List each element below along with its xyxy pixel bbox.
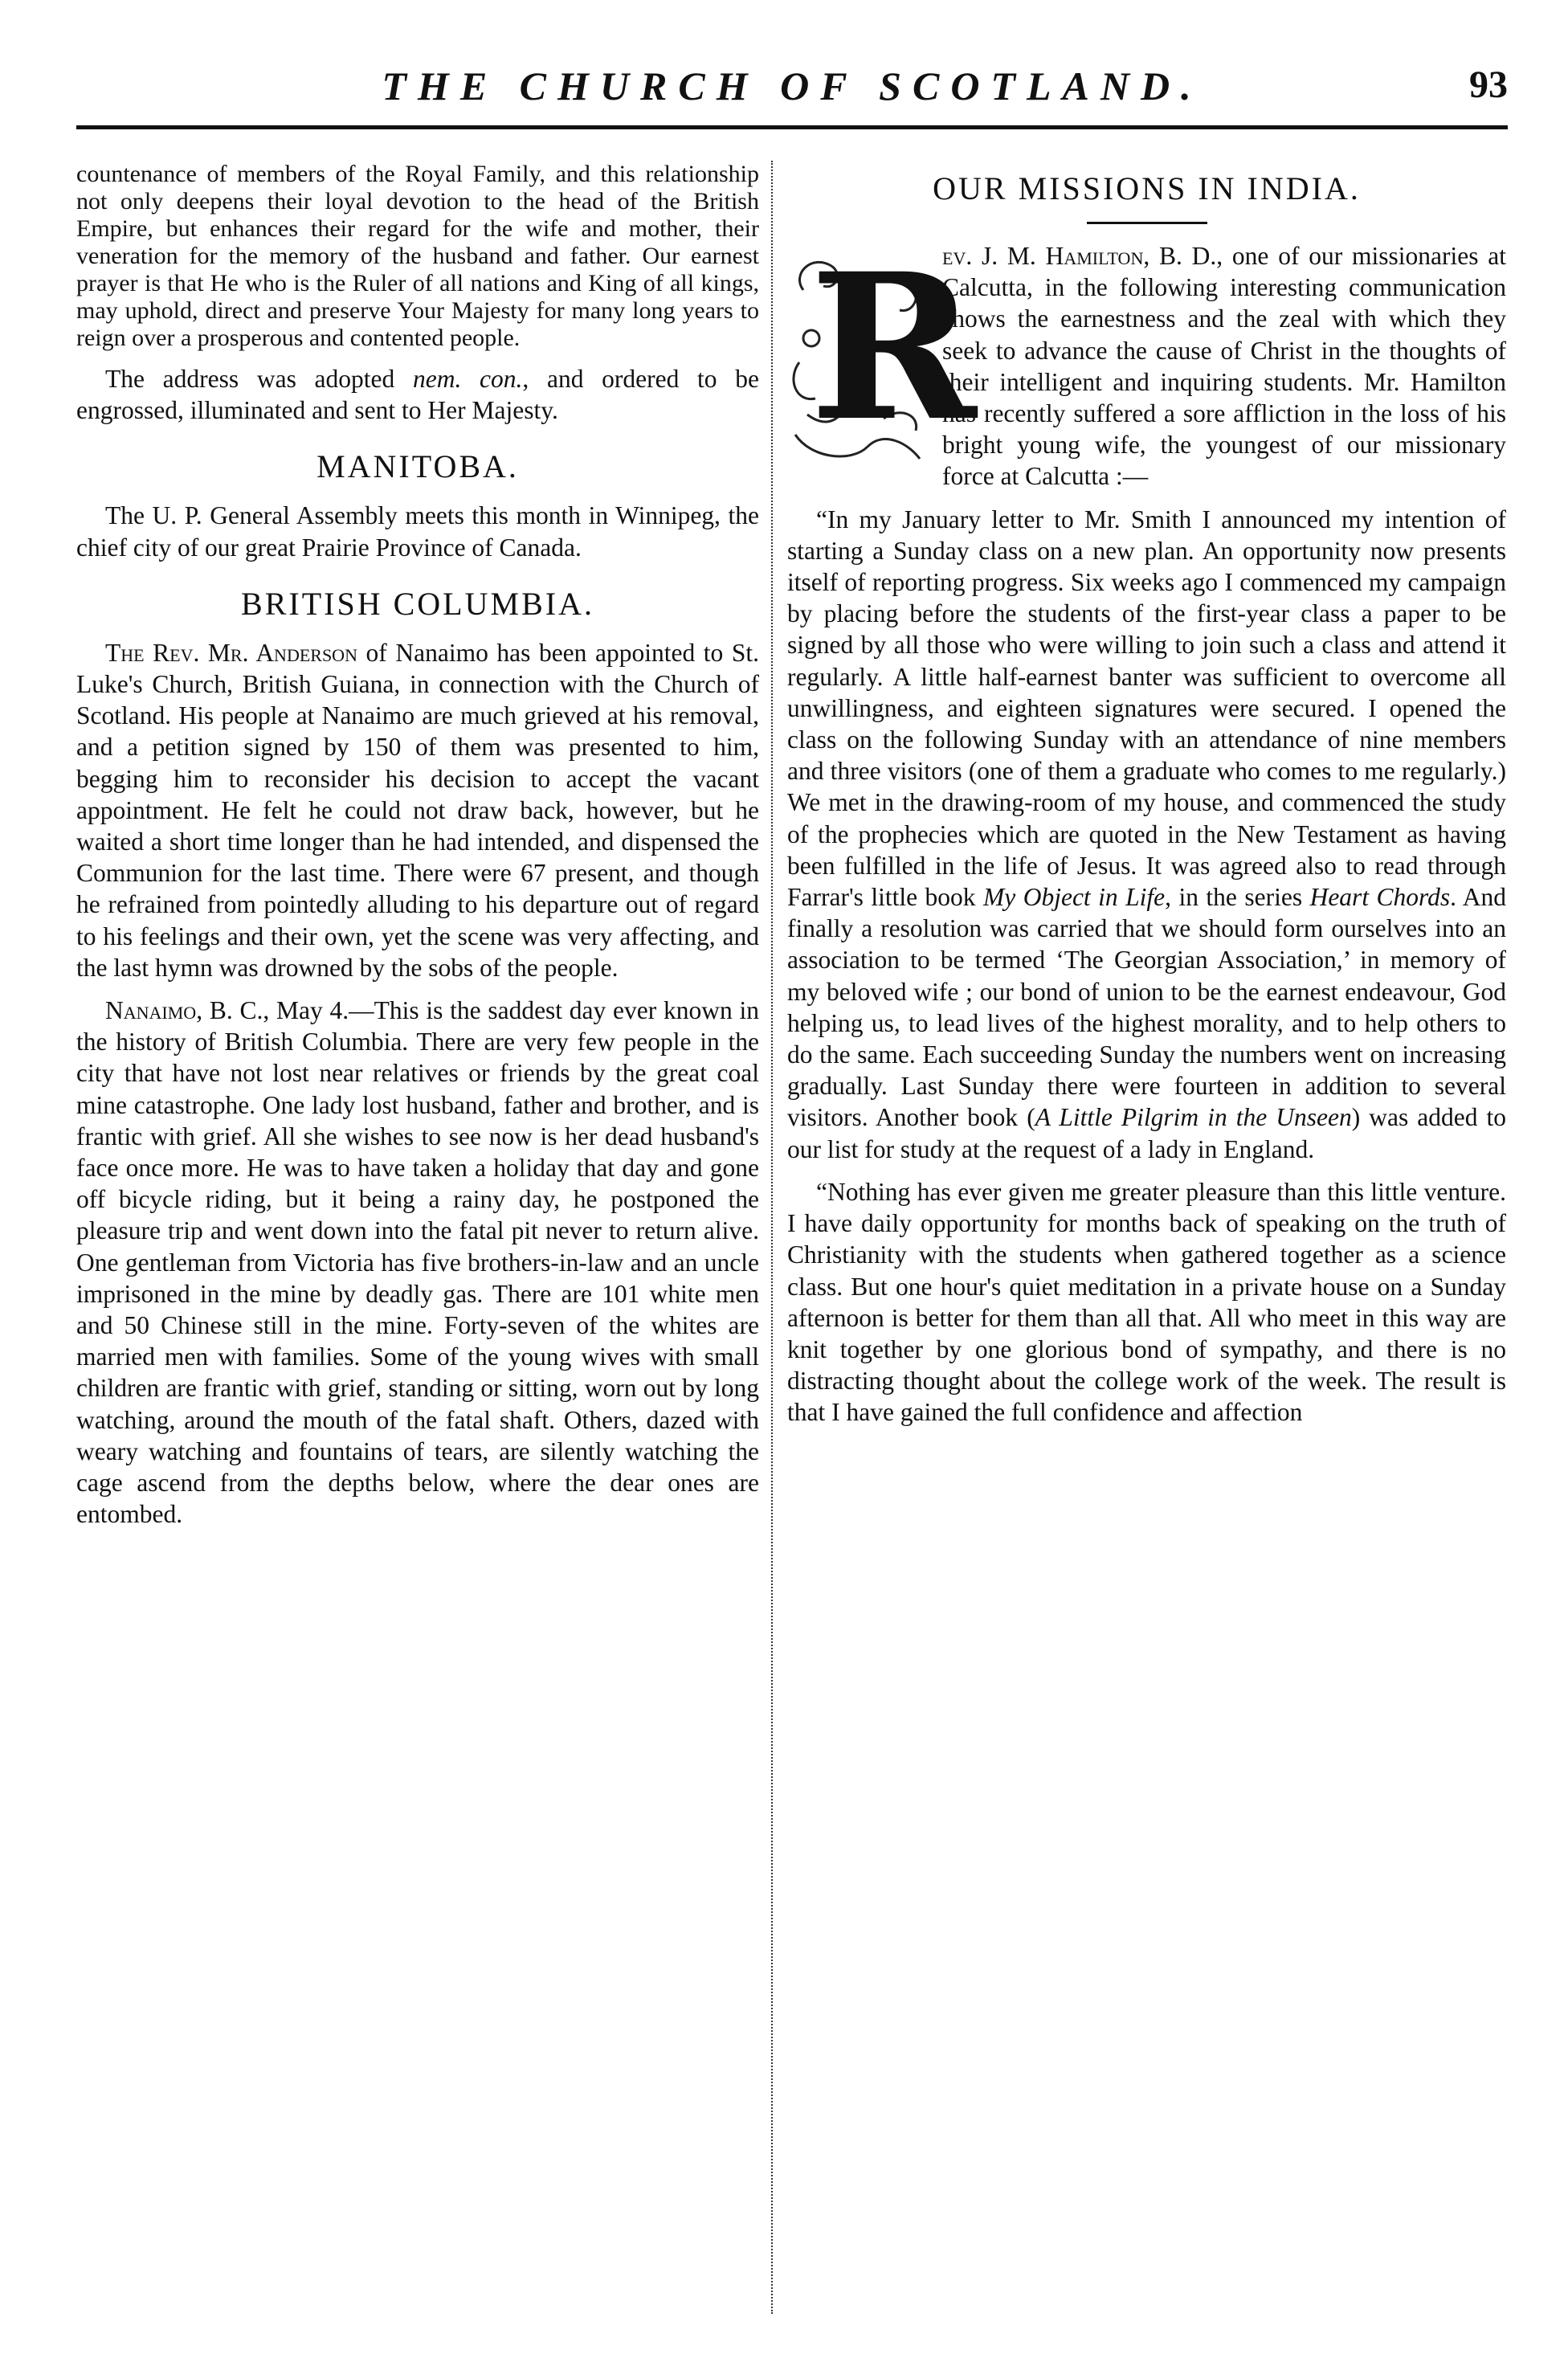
manitoba-heading: MANITOBA. (316, 448, 519, 485)
letter-paragraph-1 (787, 504, 1506, 1165)
nanaimo-lead: Nanaimo (105, 996, 197, 1025)
address-adopted-italic: nem. con. (412, 365, 523, 393)
anderson-lead: The Rev. Mr. Anderson (105, 638, 357, 667)
running-title: THE CHURCH OF SCOTLAND. (382, 63, 1203, 108)
address-adopted-before: The address was adopted (105, 365, 413, 393)
nanaimo-text: , B. C., May 4.—This is the saddest day ever known in the history of British Columbia. There are very few people in the city that have not lost near relatives or friends by the great coal mine catastrophe. One lady lost husband, father and brother, and is frantic with grief. All she wishes to see now is her dead husband's face once more. He was to have taken a holiday that day and gone off bicycle riding, but it being a rainy day, he postponed the pleasure trip and went down into the fatal pit never to return alive. One gentleman from Victoria has five brothers-in-law and an uncle imprisoned in the mine by deadly gas. There are 101 white men and 50 Chinese still in the mine. Forty-seven of the whites are married men with families. Some of the young wives with small children are frantic with grief, standing or sitting, worn out by long watching, around the mouth of the fatal shaft. Others, dazed with weary watching and fountains of tears, are silently watching the cage ascend from the depths below, where the dear ones are entombed. (76, 996, 759, 1529)
dropcap-letter: R (810, 229, 977, 465)
letter-p1-c: . And finally a resolution was carried that we should form ourselves into an association to be termed ‘The Georgian Association,’ in memory of my beloved wife ; our bond of union to be the earnest endeavour, God helping us, to lead lives of the highest morality, and to help others to do the same. Each succeeding Sunday the numbers went on increasing gradually. Last Sunday there were fourteen in addition to several visitors. Another book ( (787, 883, 1506, 1132)
column-divider (771, 161, 773, 2314)
hamilton-lead: ev. J. M. Hamilton (942, 242, 1144, 270)
nanaimo-paragraph (76, 995, 759, 1530)
anderson-paragraph (76, 637, 759, 983)
letter-paragraph-2: “Nothing has ever given me greater pleasure than this little venture. I have daily opportunity for months back of speaking on the truth of Christianity with the students when gathered together as a science class. But one hour's quiet meditation in a private house on a Sunday afternoon is better for them than all that. All who meet in this way are knit together by one glorious bond of sympathy, and there is no distracting thought about the college work of the week. The result is that I have gained the full confidence and affection (787, 1177, 1506, 1427)
british-columbia-heading: BRITISH COLUMBIA. (241, 585, 594, 622)
series-heart-chords: Heart Chords (1309, 883, 1451, 912)
right-column (787, 161, 1506, 2314)
missions-heading: OUR MISSIONS IN INDIA. (933, 170, 1361, 206)
address-adopted-after: , and ordered to be engrossed, illuminated and sent to Her Majesty. (76, 365, 759, 425)
missions-heading-rule (1087, 222, 1207, 224)
address-continuation: countenance of members of the Royal Family, and this relationship not only deepens their loyal devotion to the head of the British Empire, but enhances their regard for the wife and mother, their veneration for the memory of the husband and father. Our earnest prayer is that He who is the Ruler of all nations and King of all kings, may uphold, direct and preserve Your Majesty for many long years to reign over a prosperous and contented people. (76, 161, 759, 351)
letter-p1-d: ) was added to our list for study at the request of a lady in England. (787, 1103, 1506, 1163)
anderson-text: of Nanaimo has been appointed to St. Luke's Church, British Guiana, in connection with the Church of Scotland. His people at Nanaimo are much grieved at his removal, and a petition signed by 150 of them was presented to him, begging him to reconsider his decision to accept the vacant appointment. He felt he could not draw back, however, but he waited a short time longer than he had intended, and dispensed the Communion for the last time. There were 67 present, and though he refrained from pointedly alluding to his departure out of regard to his feelings and their own, yet the scene was very affecting, and the last hymn was drowned by the sobs of the people. (76, 638, 759, 982)
page-number: 93 (1469, 63, 1508, 106)
book-my-object-in-life: My Object in Life (983, 883, 1166, 912)
letter-p1-b: , in the series (1165, 883, 1310, 912)
missions-intro (787, 229, 1506, 492)
letter-p1-a: “In my January letter to Mr. Smith I announced my intention of starting a Sunday class on a new plan. An opportunity now presents itself of reporting progress. Six weeks ago I commenced my campaign by placing before the students of the first-year class a paper to be signed by all those who were willing to join such a class and attend it regularly. A little half-earnest banter was sufficient to overcome all unwillingness, and eighteen signatures were secured. I opened the class on the following Sunday with an attendance of nine members and three visitors (one of them a graduate who comes to me regularly.) We met in the drawing-room of my house, and commenced the study of the prophecies which are quoted in the New Testament as having been fulfilled in the life of Jesus. It was agreed also to read through Farrar's little book (787, 505, 1506, 912)
address-adopted-paragraph (76, 363, 759, 426)
missions-intro-text: , B. D., one of our missionaries at Calcutta, in the following interesting communication shows the earnestness and the zeal with which they seek to advance the cause of Christ in the thoughts of their intelligent and inquiring students. Mr. Hamilton has recently suffered a sore affliction in the loss of his bright young wife, the youngest of our missionary force at Calcutta :— (942, 242, 1506, 491)
manitoba-paragraph: The U. P. General Assembly meets this month in Winnipeg, the chief city of our great Prairie Province of Canada. (76, 501, 759, 562)
header-rule (76, 125, 1508, 129)
left-column (76, 161, 759, 2314)
book-little-pilgrim: A Little Pilgrim in the Unseen (1035, 1103, 1352, 1132)
page-header (76, 63, 1508, 135)
ornamental-dropcap (787, 229, 977, 467)
